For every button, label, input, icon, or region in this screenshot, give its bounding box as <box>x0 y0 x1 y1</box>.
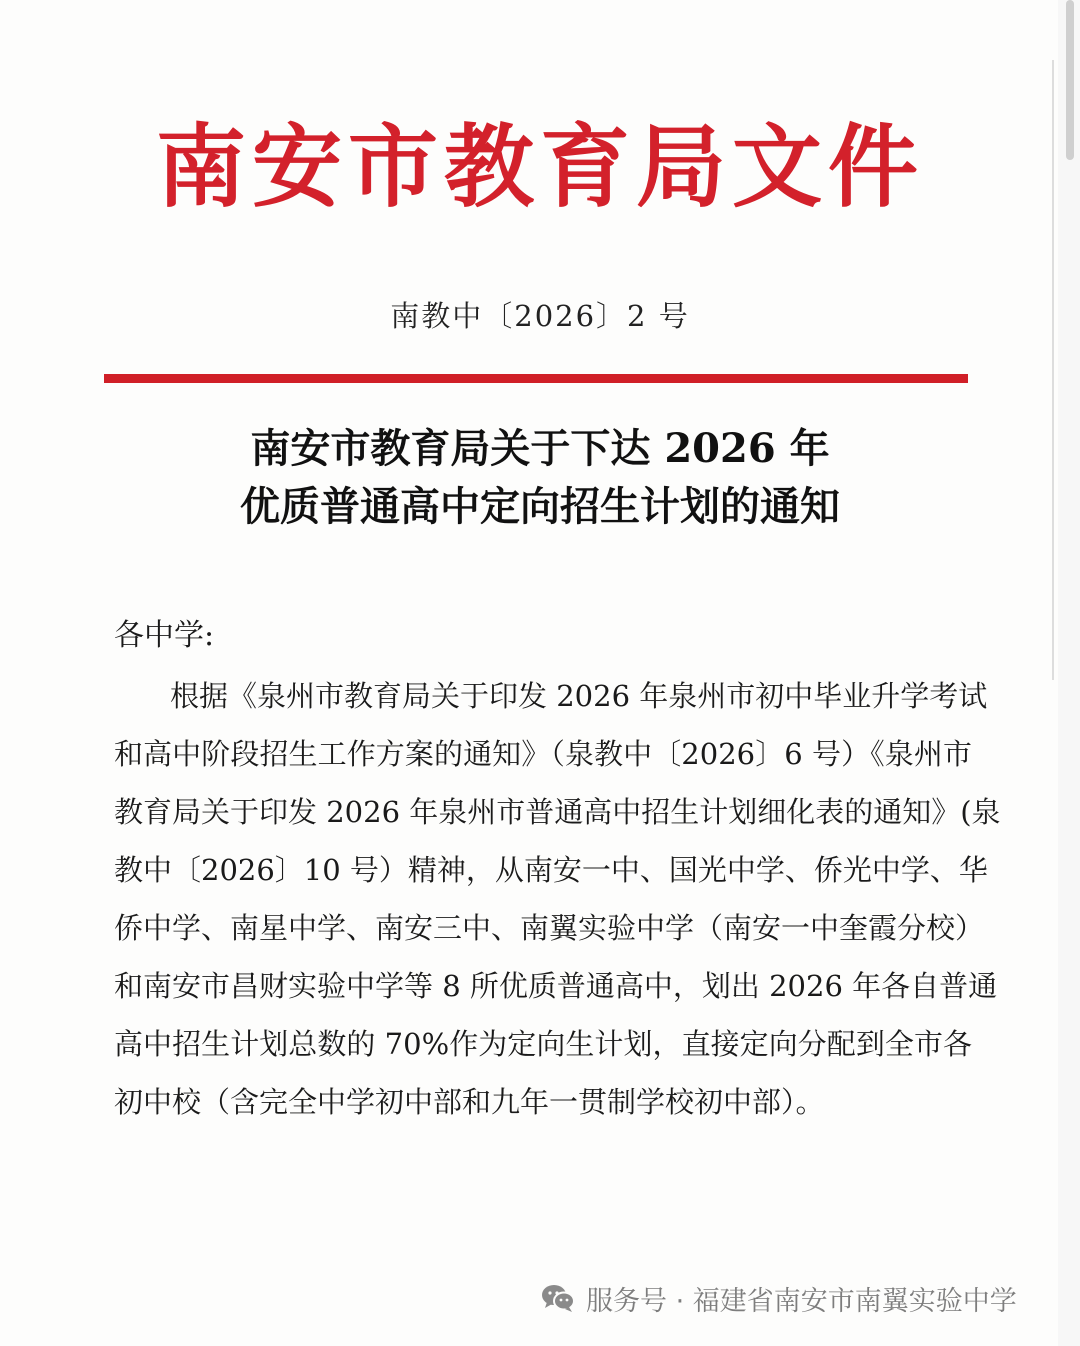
body-line: 初中校（含完全中学初中部和九年一贯制学校初中部）。 <box>114 1085 825 1119</box>
body-line: 和高中阶段招生工作方案的通知》（泉教中〔2026〕6 号）《泉州市 <box>114 737 972 771</box>
body-line: 和南安市昌财实验中学等 8 所优质普通高中，划出 2026 年各自普通 <box>114 969 998 1003</box>
salutation: 各中学: <box>114 618 215 653</box>
scrollbar[interactable] <box>1058 0 1080 1346</box>
page-edge-line <box>1052 60 1054 680</box>
watermark-text: 服务号 · 福建省南安市南翼实验中学 <box>586 1285 1017 1317</box>
notice-title-line: 南安市教育局关于下达 2026 年 <box>250 425 830 472</box>
body-line: 侨中学、南星中学、南安三中、南翼实验中学（南安一中奎霞分校） <box>114 911 985 945</box>
body-line: 根据《泉州市教育局关于印发 2026 年泉州市初中毕业升学考试 <box>170 679 988 713</box>
body-line: 教育局关于印发 2026 年泉州市普通高中招生计划细化表的通知》(泉 <box>114 795 1001 829</box>
wechat-icon <box>540 1283 576 1313</box>
account-watermark <box>540 1276 1017 1320</box>
body-paragraph <box>114 667 1001 1131</box>
body-line: 高中招生计划总数的 70%作为定向生计划，直接定向分配到全市各 <box>114 1027 972 1061</box>
notice-title-line: 优质普通高中定向招生计划的通知 <box>240 483 840 530</box>
notice-title <box>100 420 980 536</box>
issuer-header-title: 南安市教育局文件 <box>156 114 924 220</box>
red-separator-rule <box>104 374 968 383</box>
document-number: 南教中〔2026〕2 号 <box>390 299 690 333</box>
body-line: 教中〔2026〕10 号）精神，从南安一中、国光中学、侨光中学、华 <box>114 853 988 887</box>
scrollbar-thumb[interactable] <box>1066 0 1074 160</box>
